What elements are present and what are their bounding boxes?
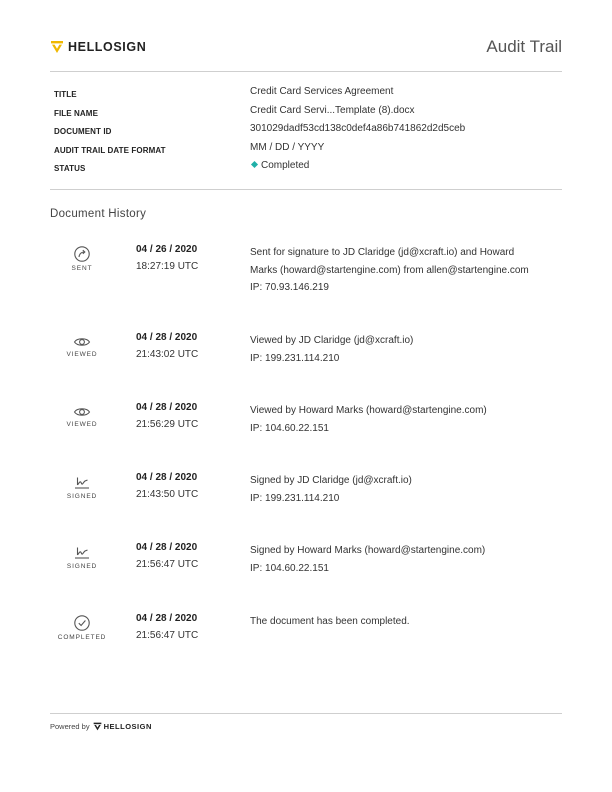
- description-line: IP: 104.60.22.151: [250, 422, 329, 434]
- event-type-label: VIEWED: [66, 421, 98, 428]
- meta-label: DOCUMENT ID: [54, 127, 112, 136]
- description-line: Viewed by Howard Marks (howard@startengine.com): [250, 405, 487, 416]
- meta-value: Credit Card Servi...Template (8).docx: [250, 104, 415, 116]
- hellosign-logo-icon: [50, 40, 64, 54]
- event-time: 18:27:19 UTC: [136, 261, 199, 272]
- powered-by-label: Powered by: [50, 722, 90, 731]
- event-description: [250, 332, 550, 367]
- event-description: [250, 542, 550, 577]
- section-title: Document History: [50, 208, 147, 220]
- meta-value: Credit Card Services Agreement: [250, 86, 394, 97]
- event-description: [250, 402, 550, 437]
- header-divider: [50, 71, 562, 72]
- sent-icon: [72, 244, 92, 264]
- event-type-label: VIEWED: [66, 351, 98, 358]
- event-time: 21:56:47 UTC: [136, 559, 199, 570]
- status-diamond-icon: [251, 161, 258, 168]
- status-value: [250, 160, 309, 171]
- eye-icon: [72, 402, 92, 422]
- event-type-label: SIGNED: [66, 563, 98, 570]
- hellosign-logo-icon: [93, 722, 102, 731]
- signature-icon: [72, 472, 92, 492]
- brand-name: HELLOSIGN: [68, 40, 147, 54]
- event-date: 04 / 28 / 2020: [136, 402, 198, 413]
- meta-value: 301029dadf53cd138c0def4a86b741862d2d5ceb: [250, 123, 466, 134]
- footer-brand-name: HELLOSIGN: [103, 722, 152, 731]
- description-line: Marks (howard@startengine.com) from allen@startengine.com: [250, 264, 529, 276]
- metadata-divider: [50, 189, 562, 190]
- event-time: 21:43:02 UTC: [136, 349, 199, 360]
- footer: [50, 722, 152, 731]
- check-circle-icon: [72, 613, 92, 633]
- footer-divider: [50, 713, 562, 714]
- event-description: [250, 613, 550, 631]
- status-text: Completed: [261, 160, 310, 171]
- meta-row-document-id: [50, 123, 562, 142]
- event-date: 04 / 26 / 2020: [136, 244, 198, 255]
- signature-icon: [72, 542, 92, 562]
- meta-row-date-format: [50, 142, 562, 161]
- eye-icon: [72, 332, 92, 352]
- event-date: 04 / 28 / 2020: [136, 613, 198, 624]
- meta-row-file-name: [50, 105, 562, 124]
- event-type-label: SIGNED: [66, 493, 98, 500]
- event-type-label: COMPLETED: [57, 634, 107, 641]
- event-time: 21:56:47 UTC: [136, 630, 199, 641]
- description-line: Signed by JD Claridge (jd@xcraft.io): [250, 475, 412, 486]
- hellosign-logo: [50, 40, 146, 54]
- event-description: [250, 472, 550, 507]
- meta-label: FILE NAME: [54, 108, 99, 118]
- description-line: Sent for signature to JD Claridge (jd@xcraft.io) and Howard: [250, 247, 515, 258]
- document-metadata: [50, 86, 562, 179]
- description-line: Viewed by JD Claridge (jd@xcraft.io): [250, 335, 414, 346]
- description-line: IP: 199.231.114.210: [250, 352, 340, 364]
- event-date: 04 / 28 / 2020: [136, 542, 198, 553]
- meta-label: STATUS: [54, 164, 86, 173]
- event-type-label: SENT: [71, 265, 93, 272]
- meta-label: AUDIT TRAIL DATE FORMAT: [54, 145, 166, 155]
- description-line: IP: 104.60.22.151: [250, 562, 329, 574]
- description-line: IP: 70.93.146.219: [250, 282, 329, 293]
- description-line: IP: 199.231.114.210: [250, 492, 340, 504]
- meta-row-title: [50, 86, 562, 105]
- event-date: 04 / 28 / 2020: [136, 332, 198, 343]
- meta-row-status: [50, 160, 562, 179]
- meta-label: TITLE: [54, 90, 77, 99]
- event-description: [250, 244, 550, 297]
- event-time: 21:56:29 UTC: [136, 419, 199, 430]
- page-header: [50, 38, 562, 58]
- event-time: 21:43:50 UTC: [136, 489, 199, 500]
- description-line: Signed by Howard Marks (howard@startengine.com): [250, 545, 486, 556]
- meta-value: MM / DD / YYYY: [250, 141, 325, 153]
- event-date: 04 / 28 / 2020: [136, 472, 198, 483]
- description-line: The document has been completed.: [250, 616, 410, 627]
- page-title: Audit Trail: [486, 37, 562, 56]
